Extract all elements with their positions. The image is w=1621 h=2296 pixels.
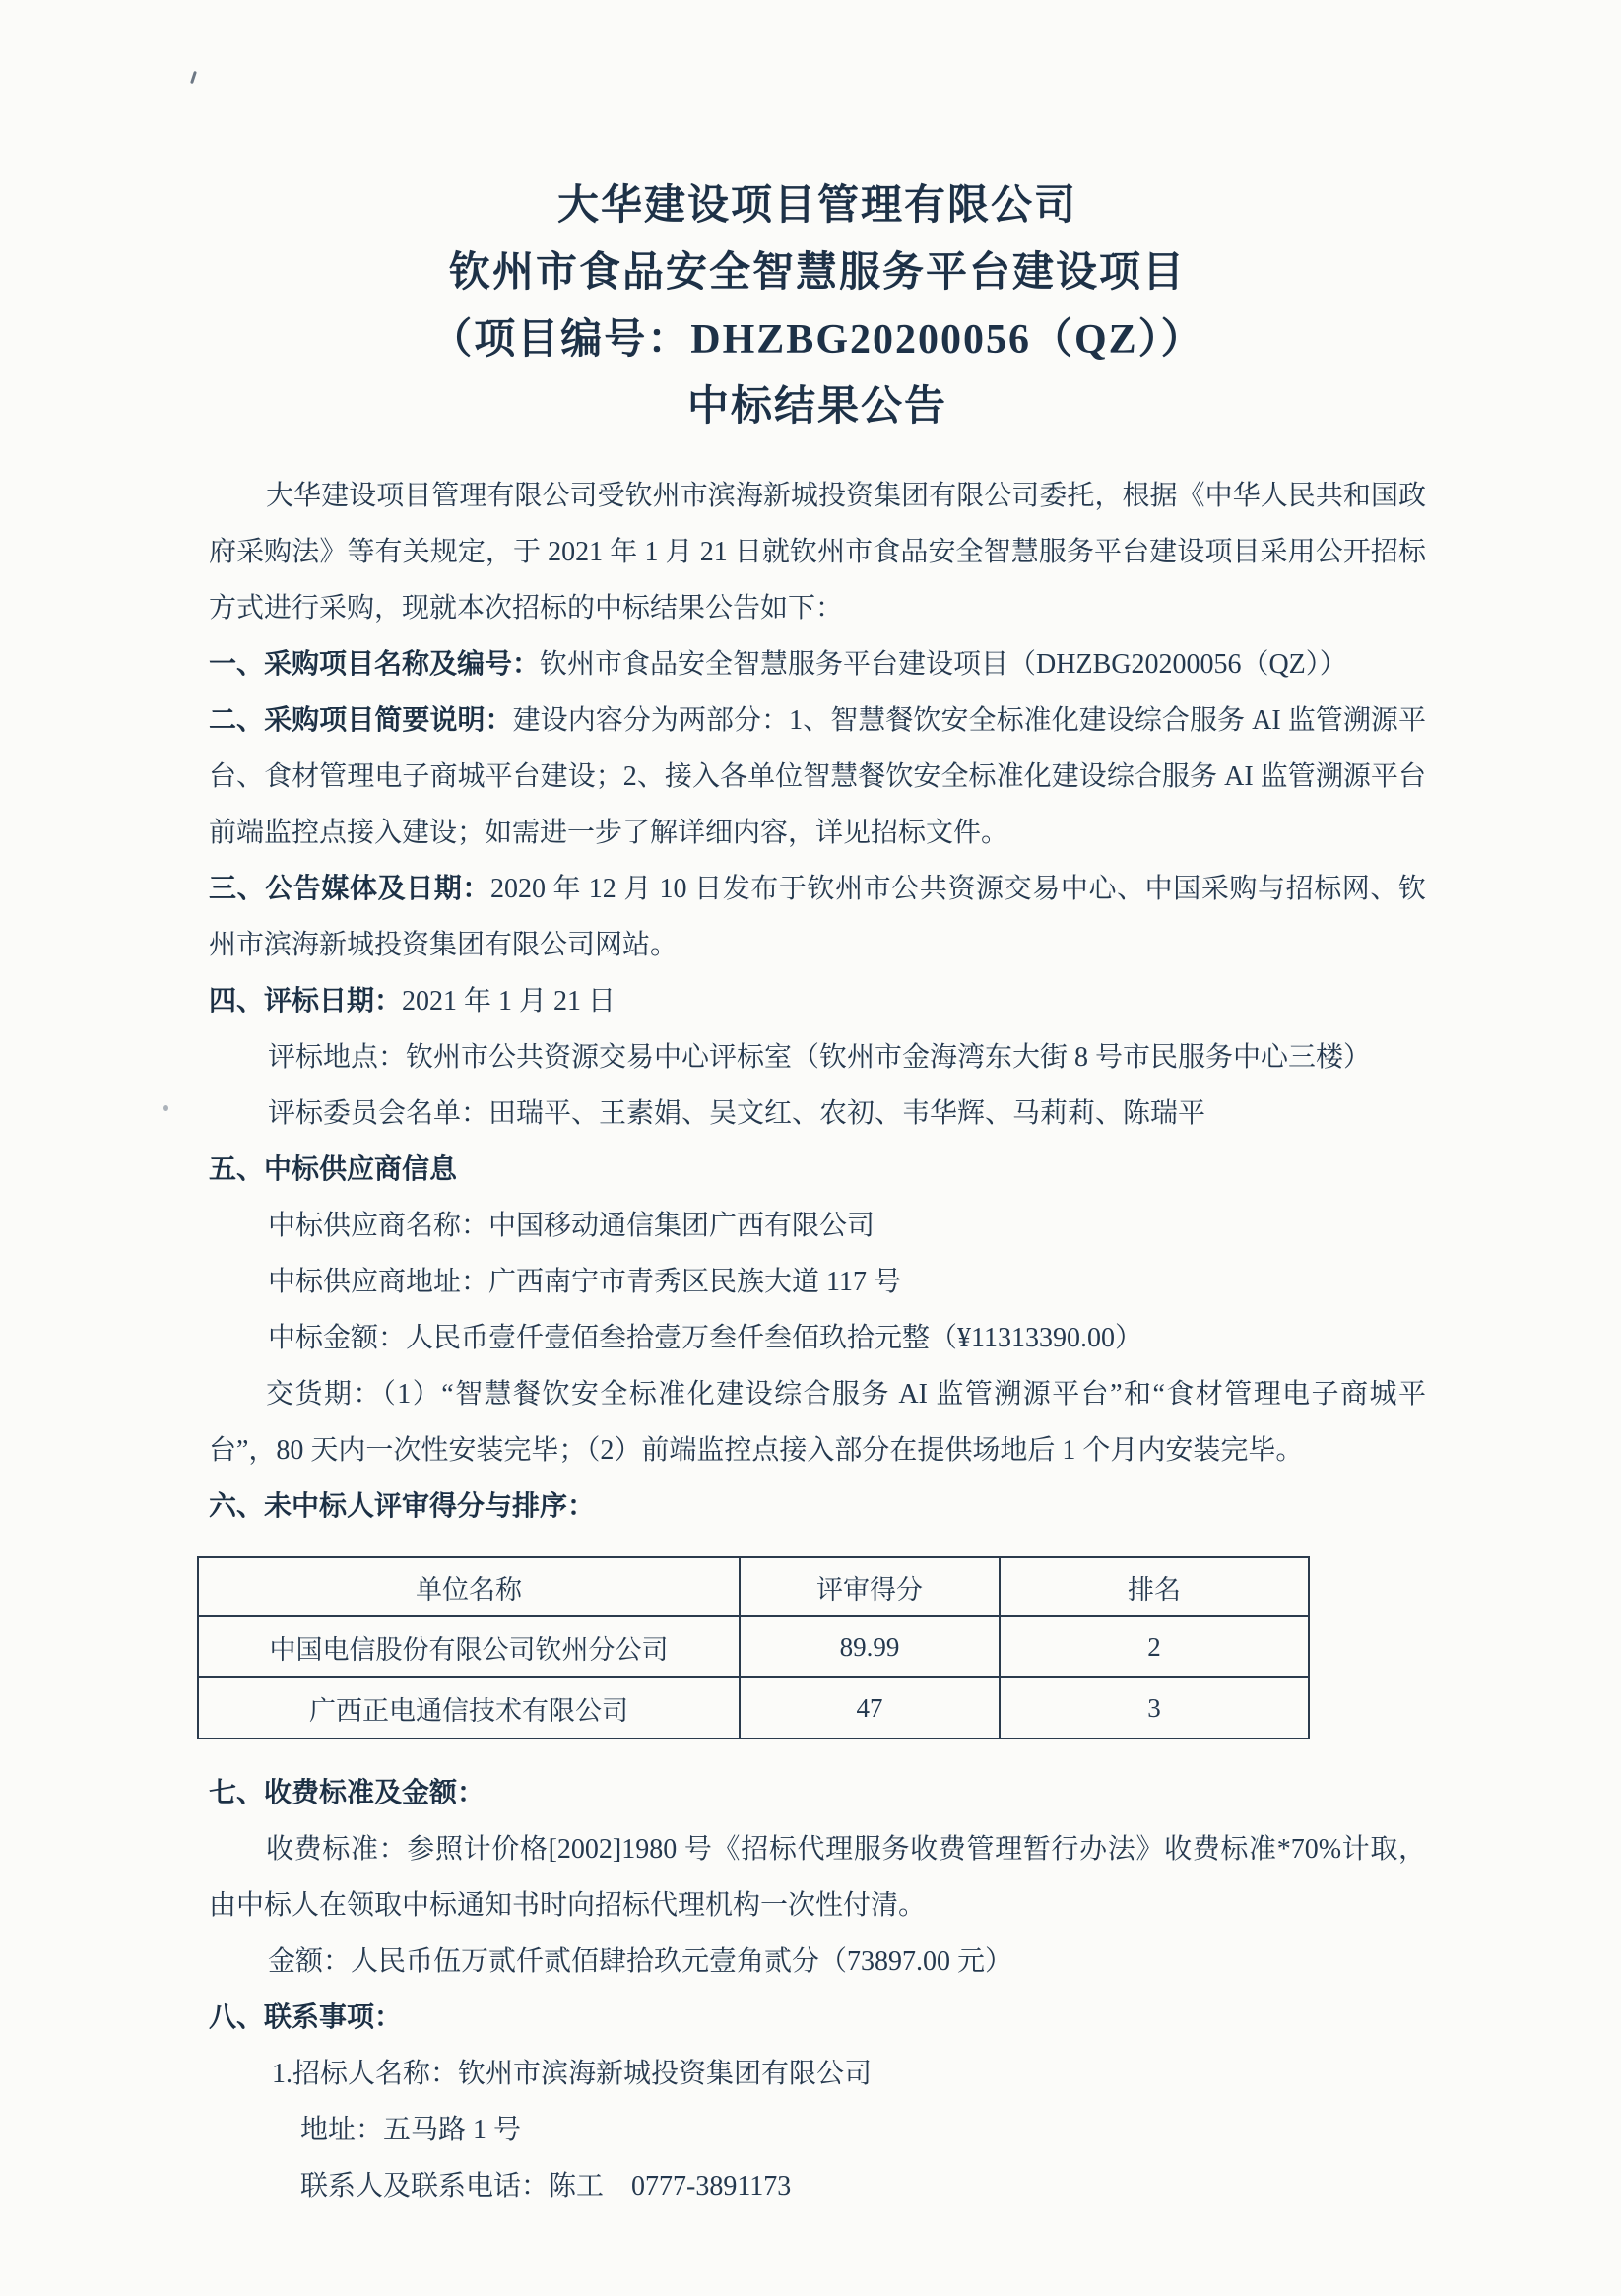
doc-title-project: 钦州市食品安全智慧服务平台建设项目 [448,250,1186,295]
cell-unit-name: 中国电信股份有限公司钦州分公司 [198,1616,740,1677]
doc-title-announcement-type: 中标结果公告 [686,384,947,429]
section-3 [209,861,1426,973]
cell-unit-name: 广西正电通信技术有限公司 [198,1677,740,1738]
section-8 [209,1990,1426,2046]
section-7-label: 七、收费标准及金额： [209,1778,486,1808]
cell-rank: 2 [1000,1616,1309,1677]
fee-amount-line: 金额：人民币伍万贰仟贰佰肆拾玖元壹角贰分（73897.00 元） [268,1946,1013,1977]
section-5-label: 五、中标供应商信息 [209,1154,458,1185]
award-amount-line: 中标金额：人民币壹仟壹佰叁拾壹万叁仟叁佰玖拾元整（¥11313390.00） [268,1323,1142,1353]
contact-line: 联系人及联系电话：陈工 0777-3891173 [300,2171,792,2201]
section-1 [209,636,1426,692]
table-row [198,1616,1309,1677]
delivery-terms-paragraph: 交货期：（1）“智慧餐饮安全标准化建设综合服务 AI 监管溯源平台”和“食材管理电子商城平台”，80 天内一次性安装完毕；（2）前端监控点接入部分在提供场地后 1 个月内安装完毕。 [209,1379,1426,1466]
section-1-label: 一、采购项目名称及编号： [209,649,541,680]
supplier-name-line: 中标供应商名称：中国移动通信集团广西有限公司 [268,1211,875,1241]
section-4-label: 四、评标日期： [209,986,403,1017]
doc-title-project-number: （项目编号：DHZBG20200056（QZ）） [430,317,1204,362]
table-header-row [198,1557,1309,1616]
score-table [197,1556,1310,1739]
tenderer-address-line: 地址：五马路 1 号 [300,2115,522,2145]
section-4-text: 2021 年 1 月 21 日 [402,986,616,1017]
section-3-text: 2020 年 12 月 10 日发布于钦州市公共资源交易中心、中国采购与招标网、钦州市滨海新城投资集团有限公司网站。 [209,874,1426,960]
evaluation-committee-line: 评标委员会名单：田瑞平、王素娟、吴文红、农初、韦华辉、马莉莉、陈瑞平 [268,1098,1206,1129]
table-header-rank: 排名 [1000,1557,1309,1616]
fee-standard-paragraph: 收费标准：参照计价格[2002]1980 号《招标代理服务收费管理暂行办法》收费标准*70%计取，由中标人在领取中标通知书时向招标代理机构一次性付清。 [209,1834,1426,1921]
intro-paragraph: 大华建设项目管理有限公司受钦州市滨海新城投资集团有限公司委托，根据《中华人民共和国政府采购法》等有关规定，于 2021 年 1 月 21 日就钦州市食品安全智慧服务平台建设项目采用公开招标方式进行采购，现就本次招标的中标结果公告如下： [209,481,1426,623]
cell-rank: 3 [1000,1677,1309,1738]
section-2-label: 二、采购项目简要说明： [209,705,513,736]
section-1-text: 钦州市食品安全智慧服务平台建设项目（DHZBG20200056（QZ）） [540,649,1347,680]
document-title-block [209,172,1426,440]
section-3-label: 三、公告媒体及日期： [209,874,490,904]
section-4 [209,973,1426,1029]
doc-title-company: 大华建设项目管理有限公司 [556,183,1077,229]
table-header-unit-name: 单位名称 [198,1557,740,1616]
section-6-label: 六、未中标人评审得分与排序： [209,1491,596,1522]
evaluation-location-line: 评标地点：钦州市公共资源交易中心评标室（钦州市金海湾东大街 8 号市民服务中心三楼） [268,1042,1372,1073]
table-row [198,1677,1309,1738]
section-7 [209,1765,1426,1821]
section-8-label: 八、联系事项： [209,2002,403,2033]
scan-artifact-dot [163,1105,168,1111]
cell-review-score: 47 [740,1677,1000,1738]
section-6 [209,1478,1426,1535]
table-header-review-score: 评审得分 [740,1557,1000,1616]
cell-review-score: 89.99 [740,1616,1000,1677]
tenderer-name-line: 1.招标人名称：钦州市滨海新城投资集团有限公司 [272,2059,873,2089]
section-5 [209,1142,1426,1198]
supplier-address-line: 中标供应商地址：广西南宁市青秀区民族大道 117 号 [268,1267,901,1297]
section-2-text: 建设内容分为两部分：1、智慧餐饮安全标准化建设综合服务 AI 监管溯源平台、食材管理电子商城平台建设；2、接入各单位智慧餐饮安全标准化建设综合服务 AI 监管溯源平台前端监控点接入建设；如需进一步了解详细内容，详见招标文件。 [209,705,1426,848]
section-2 [209,692,1426,861]
